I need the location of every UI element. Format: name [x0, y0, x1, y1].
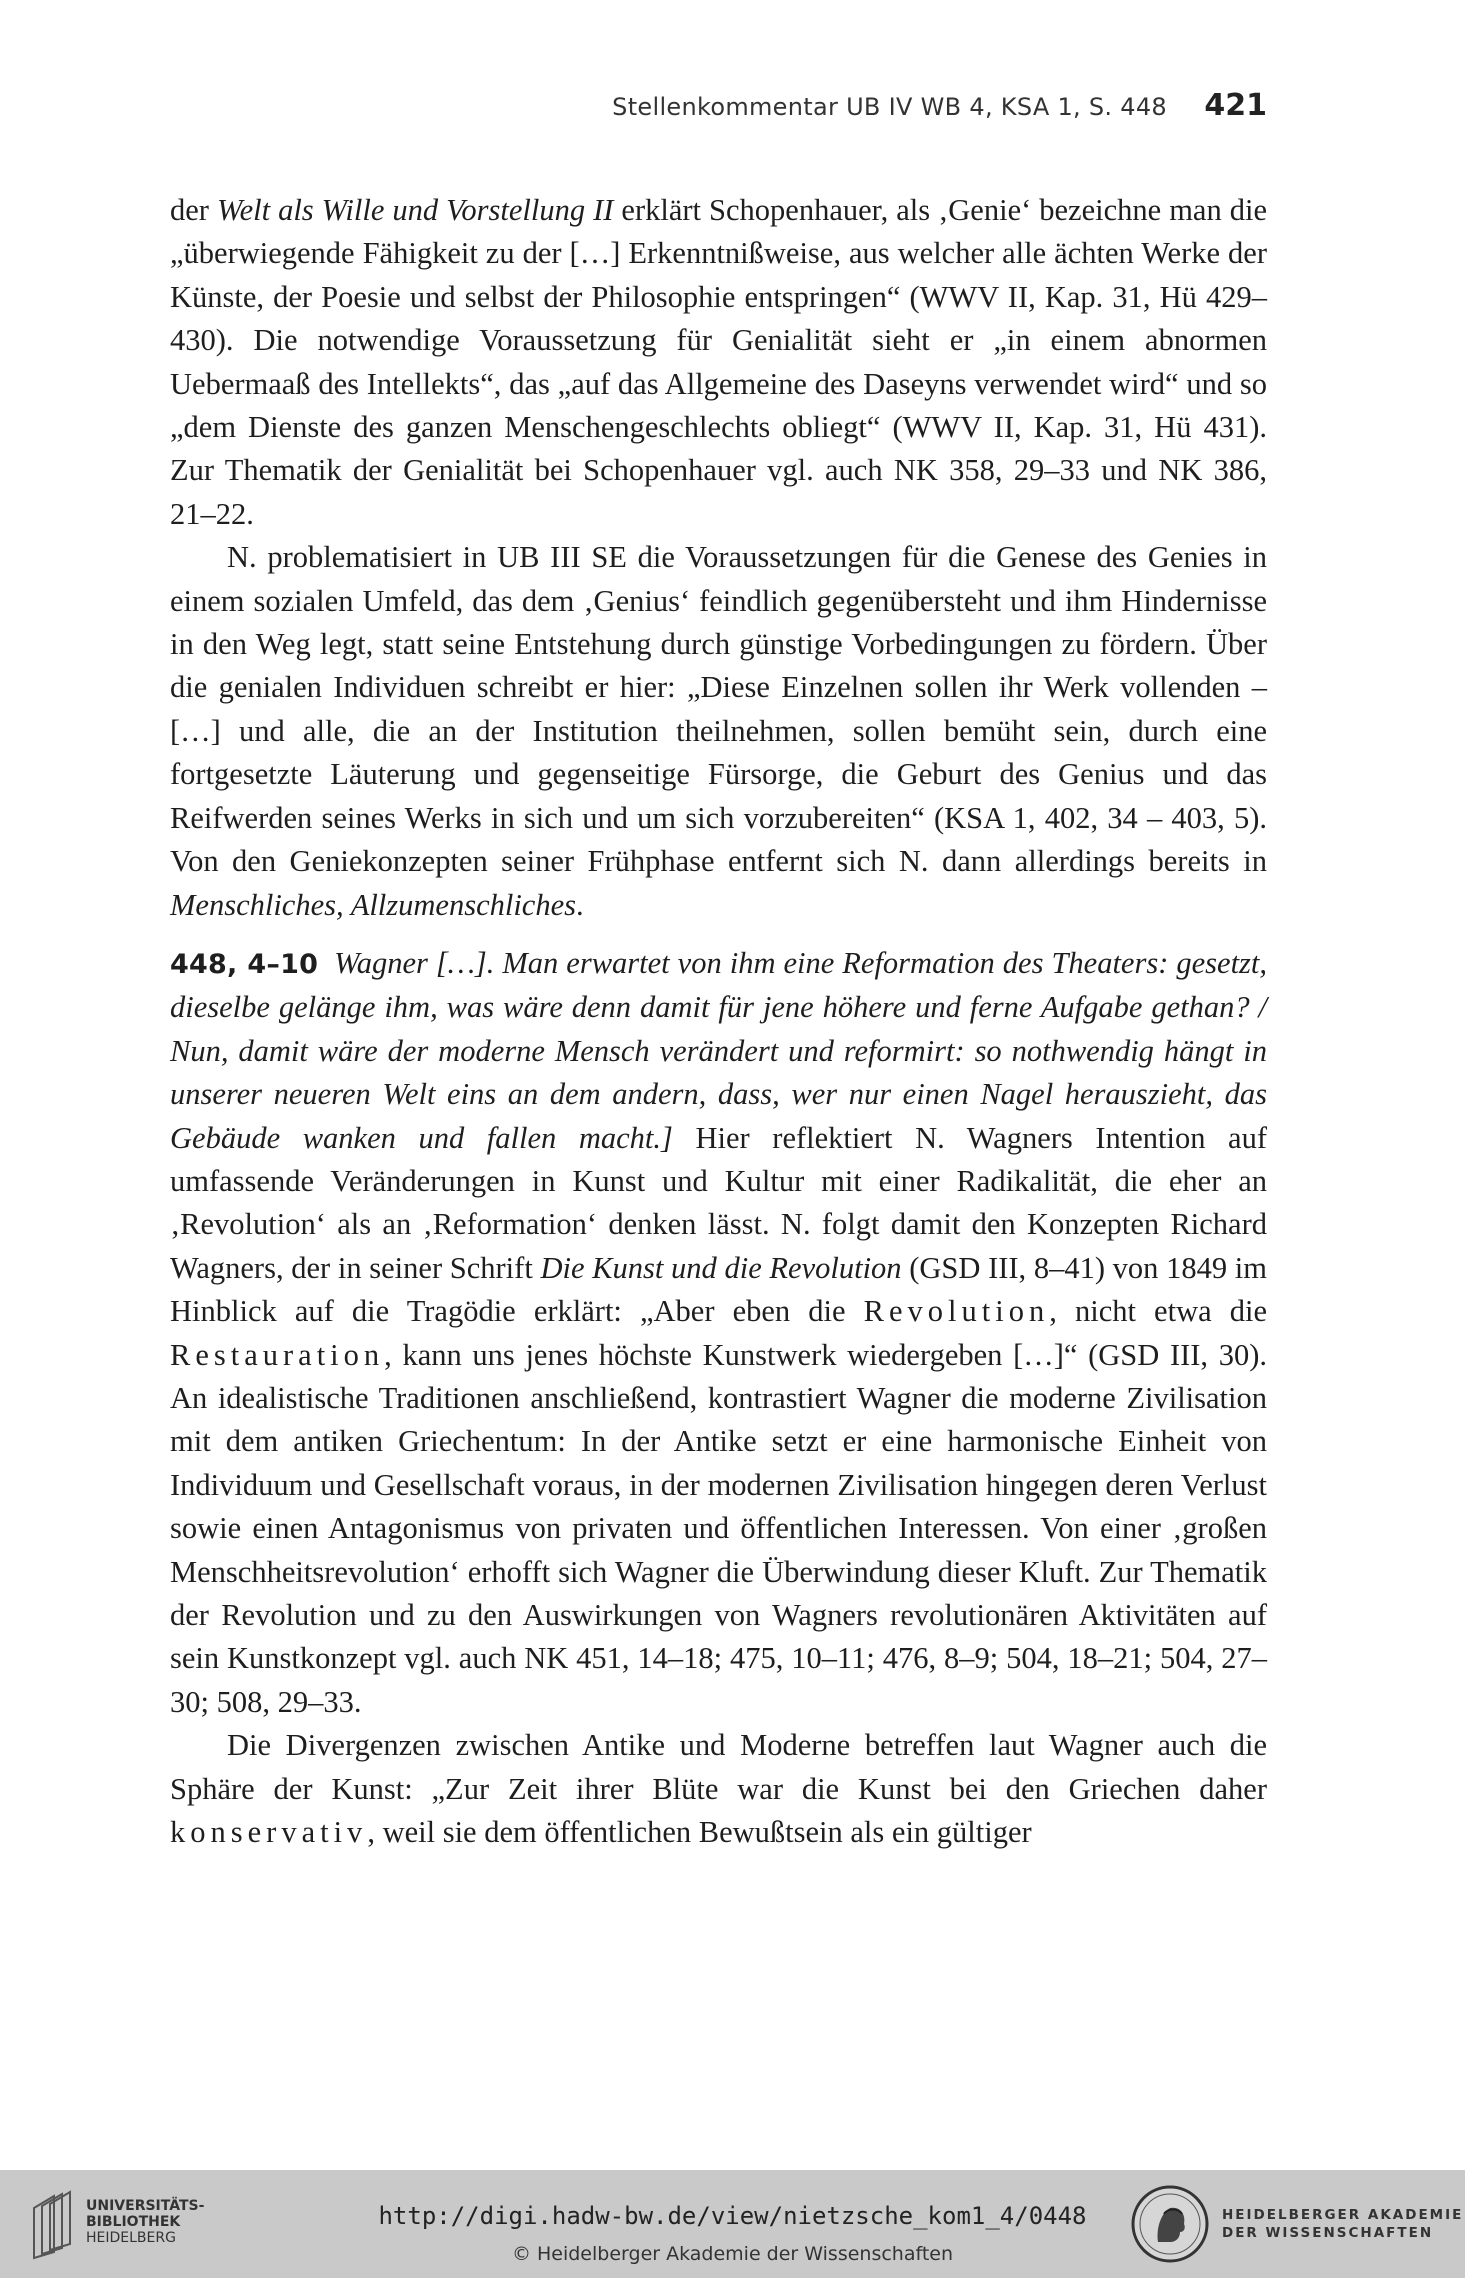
paragraph-schopenhauer-genie — [170, 189, 1267, 536]
library-name-line: HEIDELBERG — [86, 2230, 176, 2246]
work-title: Welt als Wille und Vorstellung II — [216, 193, 614, 227]
library-name-line: UNIVERSITÄTS- — [86, 2198, 205, 2214]
academy-name-line: HEIDELBERGER AKADEMIE — [1222, 2207, 1464, 2223]
spaced-emphasis: Restauration — [170, 1337, 385, 1372]
permalink-url[interactable]: http://digi.hadw-bw.de/view/nietzsche_kom1_4/0448 — [378, 2202, 1087, 2230]
text-run: . — [576, 887, 584, 922]
work-title: Die Kunst und die Revolution — [540, 1250, 902, 1285]
lemma-reference: 448, 4–10 — [170, 948, 319, 980]
lemma-quotation: Wagner […]. Man erwartet von ihm eine Reformation des Theaters: gesetzt, dieselbe gelänge ihm, was wäre denn damit für jene höhere und ferne Aufgabe gethan? / Nun, damit wäre der moderne Mensch verändert und reformirt: so nothwendig hängt in unserer neueren Welt eins an dem andern, dass, wer nur einen Nagel herauszieht, das Gebäude wanken und fallen macht.] — [170, 945, 1268, 1155]
spaced-emphasis: Revolution — [863, 1294, 1050, 1329]
academy-name — [1222, 2206, 1463, 2242]
library-name-line: BIBLIOTHEK — [86, 2214, 181, 2230]
academy-seal-icon — [1130, 2184, 1210, 2264]
running-header — [170, 88, 1267, 128]
text-run: Die Divergenzen zwischen Antike und Moderne betreffen laut Wagner auch die Sphäre der Kunst: „Zur Zeit ihrer Blüte war die Kunst bei den Griechen daher — [170, 1728, 1267, 1806]
commentary-text — [170, 189, 1267, 1854]
text-run: , weil sie dem öffentlichen Bewußtsein als ein gültiger — [367, 1815, 1032, 1850]
text-run: erklärt Schopenhauer, als ‚Genie‘ bezeichne man die „überwiegende Fähigkeit zu der […] Erkenntnißweise, aus welcher alle ächten Werke der Künste, der Poesie und selbst der Philosophie entspringen“ (WWV II, Kap. 31, Hü 429–430). Die notwendige Voraussetzung für Genialität sieht er „in einem abnormen Uebermaaß des Intellekts“, das „auf das Allgemeine des Daseyns verwendet wird“ und so „dem Dienste des ganzen Menschengeschlechts obliegt“ (WWV II, Kap. 31, Hü 431). Zur Thematik der Genialität bei Schopenhauer vgl. auch NK 358, 29–33 und NK 386, 21–22. — [170, 193, 1267, 531]
running-title: Stellenkommentar UB IV WB 4, KSA 1, S. 448 — [612, 93, 1167, 121]
paragraph-divergenzen — [170, 1724, 1267, 1854]
paragraph-genese-des-genies — [170, 536, 1267, 927]
text-run: der — [170, 193, 217, 227]
commentary-entry-448-4-10 — [170, 942, 1267, 1724]
work-title: Menschliches, Allzumenschliches — [170, 887, 577, 922]
digitization-footer — [0, 2170, 1465, 2278]
text-run: Hier reflektiert N. Wagners Intention auf umfassende Veränderungen in Kunst und Kultur mit einer Radikalität, die eher an ‚Revolution‘ als an ‚Reformation‘ denken lässt. N. folgt damit den Konzepten Richard Wagners, der in seiner Schrift — [170, 1120, 1268, 1285]
text-run: , kann uns jenes höchste Kunstwerk wiedergeben […]“ (GSD III, 30). An idealistische Traditionen anschließend, kontrastiert Wagner die moderne Zivilisation mit dem antiken Griechentum: In der Antike setzt er eine harmonische Einheit von Individuum und Gesellschaft voraus, in der modernen Zivilisation hingegen deren Verlust sowie einen Antagonismus von privaten und öffentlichen Interessen. Von einer ‚großen Menschheitsrevolution‘ erhofft sich Wagner die Überwindung dieser Kluft. Zur Thematik der Revolution und zu den Auswirkungen von Wagners revolutionären Aktivitäten auf sein Kunstkonzept vgl. auch NK 451, 14–18; 475, 10–11; 476, 8–9; 504, 18–21; 504, 27–30; 508, 29–33. — [170, 1337, 1267, 1719]
text-run: N. problematisiert in UB III SE die Voraussetzungen für die Genese des Genies in einem sozialen Umfeld, das dem ‚Genius‘ feindlich gegenübersteht und ihm Hindernisse in den Weg legt, statt seine Entstehung durch günstige Vorbedingungen zu fördern. Über die genialen Individuen schreibt er hier: „Diese Einzelnen sollen ihr Werk vollenden – […] und alle, die an der Institution theilnehmen, sollen bemüht sein, durch eine fortgesetzte Läuterung und gegenseitige Fürsorge, die Geburt des Genius und das Reifwerden seines Werks in sich und um sich vorzubereiten“ (KSA 1, 402, 34 – 403, 5). Von den Geniekonzepten seiner Frühphase entfernt sich N. dann allerdings bereits in — [170, 540, 1267, 879]
copyright-notice: © Heidelberger Akademie der Wissenschaften — [511, 2243, 954, 2265]
text-run: , nicht etwa die — [1049, 1294, 1268, 1329]
spaced-emphasis: konservativ — [170, 1815, 368, 1850]
text-run: (GSD III, 8–41) von 1849 im Hinblick auf die Tragödie erklärt: „Aber eben die — [170, 1250, 1267, 1329]
academy-name-line: DER WISSENSCHAFTEN — [1222, 2225, 1434, 2241]
page-number: 421 — [1204, 88, 1267, 123]
